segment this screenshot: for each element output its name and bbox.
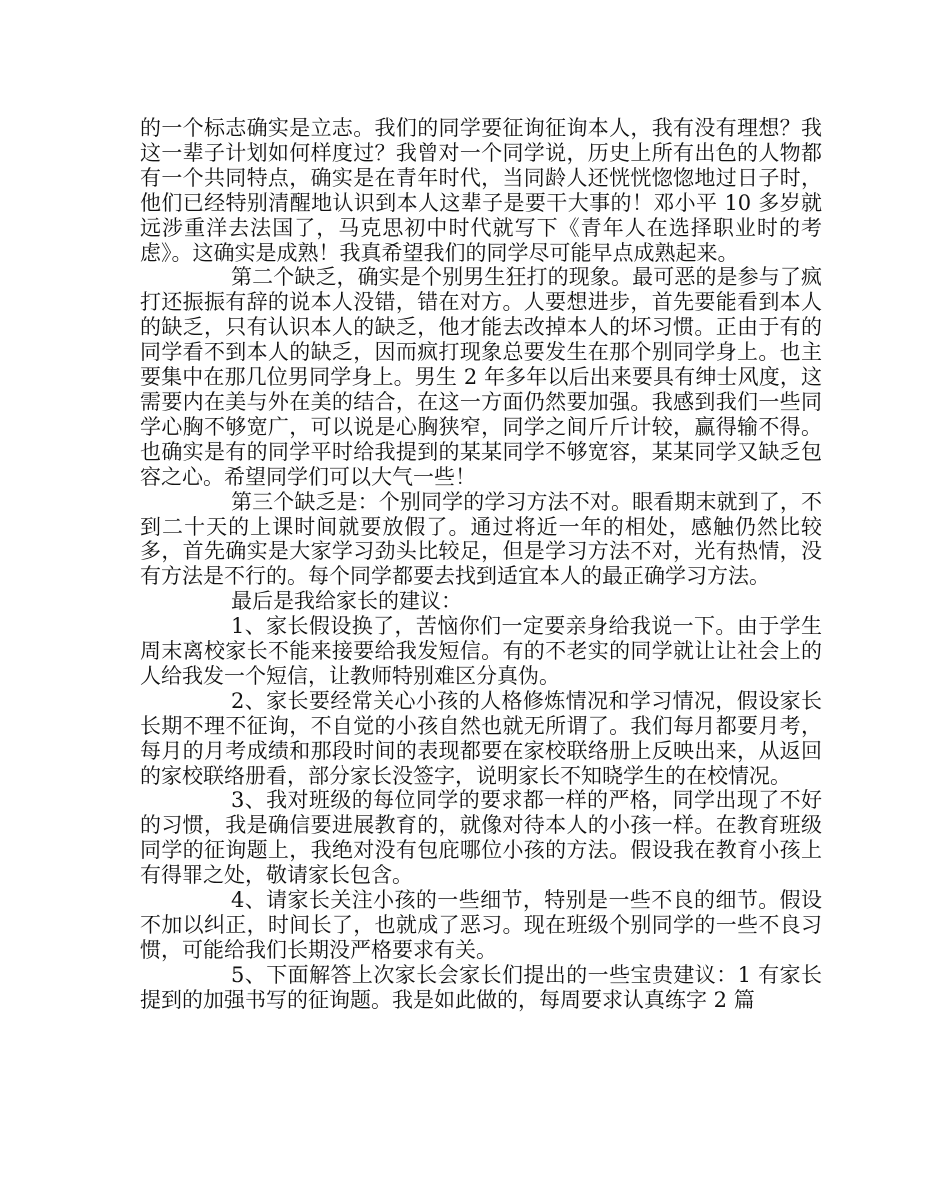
- paragraph: 1、家长假设换了，苦恼你们一定要亲身给我说一下。由于学生周末离校家长不能来接要给我发短信。有的不老实的同学就让让社会上的人给我发一个短信，让教师特别难区分真伪。: [140, 614, 822, 688]
- paragraph: 4、请家长关注小孩的一些细节，特别是一些不良的细节。假设不加以纠正，时间长了，也就成了恶习。现在班级个别同学的一些不良习惯，可能给我们长期没严格要求有关。: [140, 888, 822, 962]
- paragraph: 第二个缺乏，确实是个别男生狂打的现象。最可恶的是参与了疯打还振振有辞的说本人没错，错在对方。人要想进步，首先要能看到本人的缺乏，只有认识本人的缺乏，他才能去改掉本人的坏习惯。正由于有的同学看不到本人的缺乏，因而疯打现象总要发生在那个别同学身上。也主要集中在那几位男同学身上。男生 2 年多年以后出来要具有绅士风度，这需要内在美与外在美的结合，在这一方面仍然要加强。我感到我们一些同学心胸不够宽广，可以说是心胸狭窄，同学之间斤斤计较，赢得输不得。也确实是有的同学平时给我提到的某某同学不够宽容，某某同学又缺乏包容之心。希望同学们可以大气一些！: [140, 265, 822, 489]
- document-body: [140, 116, 822, 1013]
- paragraph: 第三个缺乏是：个别同学的学习方法不对。眼看期末就到了，不到二十天的上课时间就要放假了。通过将近一年的相处，感触仍然比较多，首先确实是大家学习劲头比较足，但是学习方法不对，光有热情，没有方法是不行的。每个同学都要去找到适宜本人的最正确学习方法。: [140, 489, 822, 589]
- paragraph: 最后是我给家长的建议：: [231, 589, 462, 614]
- paragraph: 2、家长要经常关心小孩的人格修炼情况和学习情况，假设家长长期不理不征询，不自觉的小孩自然也就无所谓了。我们每月都要月考，每月的月考成绩和那段时间的表现都要在家校联络册上反映出来，从返回的家校联络册看，部分家长没签字，说明家长不知晓学生的在校情况。: [140, 688, 822, 788]
- paragraph: 3、我对班级的每位同学的要求都一样的严格，同学出现了不好的习惯，我是确信要进展教育的，就像对待本人的小孩一样。在教育班级同学的征询题上，我绝对没有包庇哪位小孩的方法。假设我在教育小孩上有得罪之处，敬请家长包含。: [140, 788, 822, 888]
- paragraph: 的一个标志确实是立志。我们的同学要征询征询本人，我有没有理想？我这一辈子计划如何样度过？我曾对一个同学说，历史上所有出色的人物都有一个共同特点，确实是在青年时代，当同龄人还恍恍惚惚地过日子时，他们已经特别清醒地认识到本人这辈子是要干大事的！邓小平 10 多岁就远涉重洋去法国了，马克思初中时代就写下《青年人在选择职业时的考虑》。这确实是成熟！我真希望我们的同学尽可能早点成熟起来。: [140, 116, 822, 265]
- paragraph: 5、下面解答上次家长会家长们提出的一些宝贵建议：1 有家长提到的加强书写的征询题。我是如此做的，每周要求认真练字 2 篇: [140, 962, 822, 1012]
